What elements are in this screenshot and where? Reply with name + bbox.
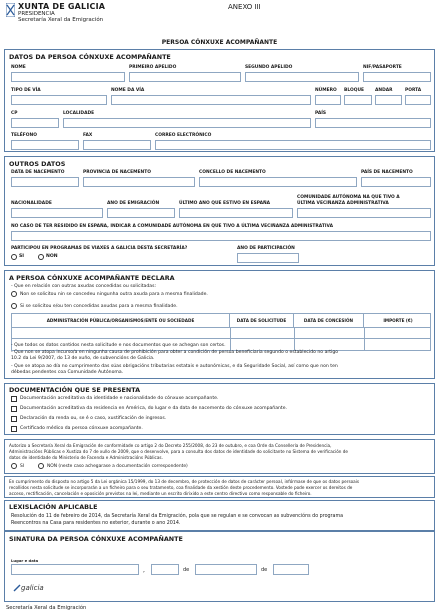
declaration-obligations-1: - Que se atopa ao día no cumprimento das súas obrigacións tributarias estatais e autonómicas, e da Seguridade Social, así como que non ten bbox=[11, 364, 338, 369]
correo-field[interactable] bbox=[155, 140, 431, 150]
table-row[interactable] bbox=[12, 328, 430, 339]
de-separator-1: de bbox=[183, 567, 190, 573]
tipo-via-field[interactable] bbox=[11, 95, 107, 105]
label-lugar-data: Lugar e data bbox=[11, 558, 39, 563]
label-comunidade-1: COMUNIDADE AUTÓNOMA NA QUE TIVO A bbox=[297, 195, 400, 200]
label-numero: NÚMERO bbox=[315, 88, 337, 93]
label-nome: NOME bbox=[11, 65, 26, 70]
label-nunca-residiu: NO CASO DE TER RESIDIDO EN ESPAÑA, INDICAR A COMUNIDADE AUTÓNOMA EN QUE TIVO A ÚLTIMA VECIÑANZA ADMINISTRATIVA bbox=[11, 224, 333, 229]
label-concello: CONCELLO DE NACEMENTO bbox=[199, 170, 266, 175]
footer-text: Secretaría Xeral da Emigración bbox=[6, 605, 87, 611]
data-protection-text-1: En cumprimento do disposto no artigo 5 da Lei orgánica 15/1999, do 13 de decembro, de protección de datos de carácter persoal, infórmase de que os datos persoais bbox=[9, 479, 360, 484]
label-nif: NIF/PASAPORTE bbox=[363, 65, 402, 70]
nif-field[interactable] bbox=[363, 72, 431, 82]
aid-none-radio[interactable] bbox=[11, 291, 17, 297]
doc-residence-label: Documentación acreditativa da residencia en América, do lugar e da data de nacemento do cónxuxe acompañante. bbox=[20, 406, 288, 411]
org-name: XUNTA DE GALICIA bbox=[18, 2, 106, 11]
bloque-field[interactable] bbox=[344, 95, 372, 105]
declaration-no-prohibition-1: - Que non se atopa incurso/a en ningunha causa de prohibición para obter a condición de persoa beneficiaria segundo o establecido no artigo bbox=[11, 350, 339, 355]
table-col-divider bbox=[364, 328, 365, 351]
label-pais-nacemento: PAÍS DE NACEMENTO bbox=[361, 170, 413, 175]
section-title: A PERSOA CÓNXUXE ACOMPAÑANTE DECLARA bbox=[9, 274, 175, 282]
document-title: PERSOA CÓNXUXE ACOMPAÑANTE bbox=[161, 39, 278, 46]
cp-field[interactable] bbox=[11, 118, 59, 128]
numero-field[interactable] bbox=[315, 95, 341, 105]
section-title: DATOS DA PERSOA CÓNXUXE ACOMPAÑANTE bbox=[9, 53, 171, 61]
authorization-text-2: Administracións Públicas e Xustiza do 7 de xullo de 2009, que o desenvolve, para a consulta dos datos de identidade do solicitante no Sistema de verificación de bbox=[9, 449, 349, 454]
participou-si-label: SI bbox=[19, 254, 25, 259]
label-ano-emigracion: ANO DE EMIGRACIÓN bbox=[107, 201, 160, 206]
label-comunidade-2: ÚLTIMA VECIÑANZA ADMINISTRATIVA bbox=[297, 201, 389, 206]
table-col-divider bbox=[294, 328, 295, 351]
doc-medical-checkbox[interactable] bbox=[11, 426, 17, 432]
year-field[interactable] bbox=[273, 564, 309, 575]
data-nacemento-field[interactable] bbox=[11, 177, 79, 187]
label-provincia: PROVINCIA DE NACEMENTO bbox=[83, 170, 151, 175]
de-separator-2: de bbox=[261, 567, 268, 573]
galicia-logo-text: galicia bbox=[21, 584, 44, 592]
col-data-solicitude: DATA DE SOLICITUDE bbox=[230, 314, 294, 327]
doc-income-checkbox[interactable] bbox=[11, 416, 17, 422]
pais-field[interactable] bbox=[315, 118, 431, 128]
data-protection-text-2: recollidos nesta solicitude se incorporarán a un ficheiro para o seu tratamento, coa finalidade da xestión deste procedemento. Vostede pode exercer os dereitos de bbox=[9, 485, 353, 490]
provincia-field[interactable] bbox=[83, 177, 195, 187]
label-fax: FAX bbox=[83, 133, 93, 138]
label-ano-participacion: ANO DE PARTICIPACIÓN bbox=[237, 246, 295, 251]
aid-yes-radio[interactable] bbox=[11, 303, 17, 309]
section-data-protection bbox=[4, 476, 435, 498]
lugar-field[interactable] bbox=[11, 564, 139, 575]
galicia-logo-icon bbox=[13, 584, 21, 592]
label-tipo-via: TIPO DE VÍA bbox=[11, 88, 41, 93]
primeiro-apelido-field[interactable] bbox=[129, 72, 241, 82]
nacionalidade-field[interactable] bbox=[11, 208, 103, 218]
porta-field[interactable] bbox=[405, 95, 431, 105]
authorize-non-radio[interactable] bbox=[38, 463, 44, 469]
ano-emigracion-field[interactable] bbox=[107, 208, 175, 218]
label-primeiro-apelido: PRIMEIRO APELIDO bbox=[129, 65, 177, 70]
aid-none-label: Non se solicitou nin se concedeu ningunha outra axuda para a mesma finalidade. bbox=[20, 292, 208, 297]
xunta-emblem-icon bbox=[6, 3, 15, 17]
data-protection-text-3: acceso, rectificación, cancelación e oposición previstos na lei, mediante un escrito dirixido a este centro directivo como responsable do ficheiro. bbox=[9, 491, 312, 496]
label-nome-via: NOME DA VÍA bbox=[111, 88, 145, 93]
col-data-concesion: DATA DE CONCESIÓN bbox=[294, 314, 364, 327]
participou-non-radio[interactable] bbox=[38, 254, 44, 260]
fax-field[interactable] bbox=[83, 140, 151, 150]
telefono-field[interactable] bbox=[11, 140, 79, 150]
declaration-obligations-2: débedas pendentes coa Comunidade Autónoma. bbox=[11, 370, 124, 375]
label-data-nacemento: DATA DE NACEMENTO bbox=[11, 170, 65, 175]
legislation-text-2: Reencontros na Casa para residentes no exterior, durante o ano 2014. bbox=[11, 521, 181, 526]
section-legislation bbox=[4, 500, 435, 531]
section-personal-data bbox=[4, 49, 435, 152]
col-importe: IMPORTE (€) bbox=[383, 318, 413, 323]
section-declaration bbox=[4, 270, 435, 379]
label-pais: PAÍS bbox=[315, 111, 327, 116]
authorize-si-radio[interactable] bbox=[11, 463, 17, 469]
section-title: DOCUMENTACIÓN QUE SE PRESENTA bbox=[9, 386, 141, 394]
month-field[interactable] bbox=[195, 564, 257, 575]
nome-via-field[interactable] bbox=[111, 95, 311, 105]
authorize-non-label: NON (neste caso achegarase a documentación correspondente) bbox=[47, 464, 188, 469]
doc-identity-label: Documentación acreditativa da identidade e nacionalidade do cónxuxe acompañante. bbox=[20, 396, 219, 401]
authorization-text-1: Autorizo a Secretaría Xeral da Emigración de conformidade co artigo 2 do Decreto 255/2008, do 23 de outubro, e coa Orde da Consellería de Presidencia, bbox=[9, 443, 332, 448]
org-secretariat: Secretaría Xeral da Emigración bbox=[18, 17, 104, 23]
pais-nacemento-field[interactable] bbox=[361, 177, 431, 187]
label-correo: CORREO ELECTRÓNICO bbox=[155, 133, 212, 138]
doc-income-label: Declaración da renda ou, se é o caso, xustificación de ingresos. bbox=[20, 416, 167, 421]
section-documentation bbox=[4, 383, 435, 435]
label-andar: ANDAR bbox=[375, 88, 393, 93]
section-authorization bbox=[4, 439, 435, 474]
col-administracion: ADMINISTRACIÓN PÚBLICA/ORGANISMOS/ENTE OU SOCIEDADE bbox=[12, 314, 230, 327]
label-cp: CP bbox=[11, 111, 18, 116]
section-signature bbox=[4, 531, 435, 602]
doc-residence-checkbox[interactable] bbox=[11, 406, 17, 412]
declaration-no-prohibition-2: 10.2 da Lei 9/2007, do 13 de xuño, de subvencións de Galicia. bbox=[11, 356, 155, 361]
legislation-text-1: Resolución do 11 de febreiro de 2014, da Secretaría Xeral da Emigración, pola que se regulan e se convocan as subvencións do programa bbox=[11, 514, 344, 519]
section-other-data bbox=[4, 156, 435, 266]
label-ultimo-ano: ÚLTIMO ANO QUE ESTIVO EN ESPAÑA bbox=[179, 201, 271, 206]
label-nacionalidade: NACIONALIDADE bbox=[11, 201, 52, 206]
label-participou: PARTICIPOU EN PROGRAMAS DE VIAXES A GALICIA DESTA SECRETARÍA? bbox=[11, 246, 188, 251]
aid-table-header bbox=[12, 314, 430, 328]
declaration-truthful: - Que todos os datos contidos nesta solicitude e nos documentos que se achegan son certos. bbox=[11, 343, 226, 348]
authorize-si-label: SI bbox=[20, 464, 25, 469]
comunidade-residencia-field[interactable] bbox=[11, 231, 431, 241]
declaration-intro: - Que en relación con outras axudas concedidas ou solicitadas: bbox=[11, 284, 157, 289]
aid-yes-label: Si se solicitou e/ou ten concedidas axudas para a mesma finalidade. bbox=[20, 304, 178, 309]
nome-field[interactable] bbox=[11, 72, 125, 82]
label-localidade: LOCALIDADE bbox=[63, 111, 95, 116]
comma-separator: , bbox=[143, 567, 145, 574]
segundo-apelido-field[interactable] bbox=[245, 72, 359, 82]
authorization-text-3: datos de identidade do Ministerio de Facenda e Administracións Públicas. bbox=[9, 455, 163, 460]
doc-medical-label: Certificado médico da persoa cónxuxe acompañante. bbox=[20, 426, 143, 431]
label-bloque: BLOQUE bbox=[344, 88, 365, 93]
andar-field[interactable] bbox=[375, 95, 402, 105]
label-telefono: TELÉFONO bbox=[11, 133, 37, 138]
concello-field[interactable] bbox=[199, 177, 357, 187]
ano-participacion-field[interactable] bbox=[237, 253, 299, 263]
section-title: OUTROS DATOS bbox=[9, 160, 66, 168]
label-porta: PORTA bbox=[405, 88, 422, 93]
day-field[interactable] bbox=[151, 564, 179, 575]
annex-label: ANEXO III bbox=[228, 3, 261, 11]
table-col-divider bbox=[230, 328, 231, 351]
section-title: LEXISLACIÓN APLICABLE bbox=[9, 503, 98, 511]
participou-si-radio[interactable] bbox=[11, 254, 17, 260]
comunidade-field[interactable] bbox=[297, 208, 431, 218]
section-title: SINATURA DA PERSOA CÓNXUXE ACOMPAÑANTE bbox=[9, 535, 183, 543]
localidade-field[interactable] bbox=[63, 118, 311, 128]
doc-identity-checkbox[interactable] bbox=[11, 396, 17, 402]
ultimo-ano-field[interactable] bbox=[179, 208, 293, 218]
participou-non-label: NON bbox=[46, 254, 58, 259]
label-segundo-apelido: SEGUNDO APELIDO bbox=[245, 65, 293, 70]
org-department: PRESIDENCIA bbox=[18, 11, 55, 17]
